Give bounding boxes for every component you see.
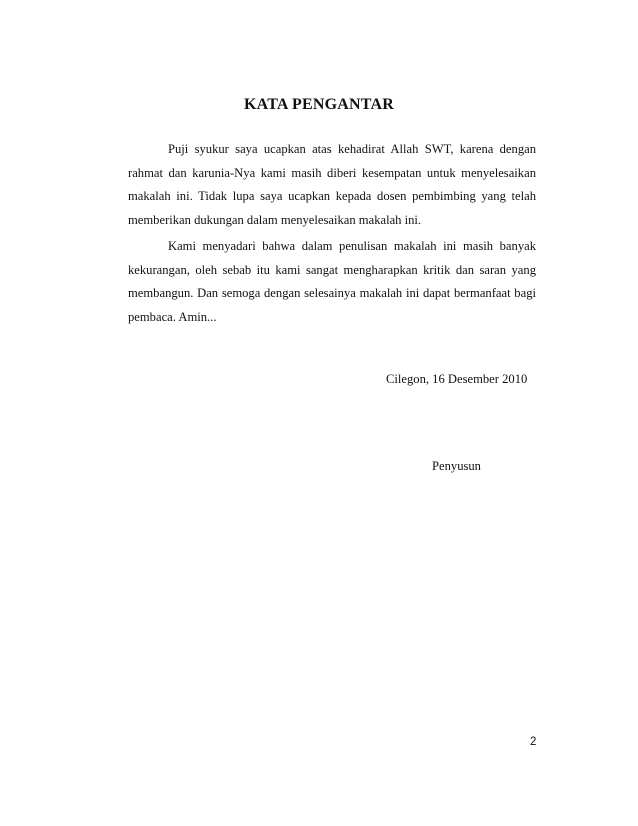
- page-number: 2: [530, 736, 537, 748]
- page-title: KATA PENGANTAR: [244, 96, 394, 113]
- paragraph-1: Puji syukur saya ucapkan atas kehadirat Allah SWT, karena dengan rahmat dan karunia-Nya kami masih diberi kesempatan untuk menyelesaikan makalah ini. Tidak lupa saya ucapkan kepada dosen pembimbing yang telah memberikan dukungan dalam menyelesaikan makalah ini.: [128, 142, 536, 227]
- author-signature-label: Penyusun: [432, 459, 481, 473]
- place-date: Cilegon, 16 Desember 2010: [386, 372, 528, 386]
- paragraph-2: Kami menyadari bahwa dalam penulisan makalah ini masih banyak kekurangan, oleh sebab itu kami sangat mengharapkan kritik dan saran yang membangun. Dan semoga dengan selesainya makalah ini dapat bermanfaat bagi pembaca. Amin...: [128, 239, 536, 324]
